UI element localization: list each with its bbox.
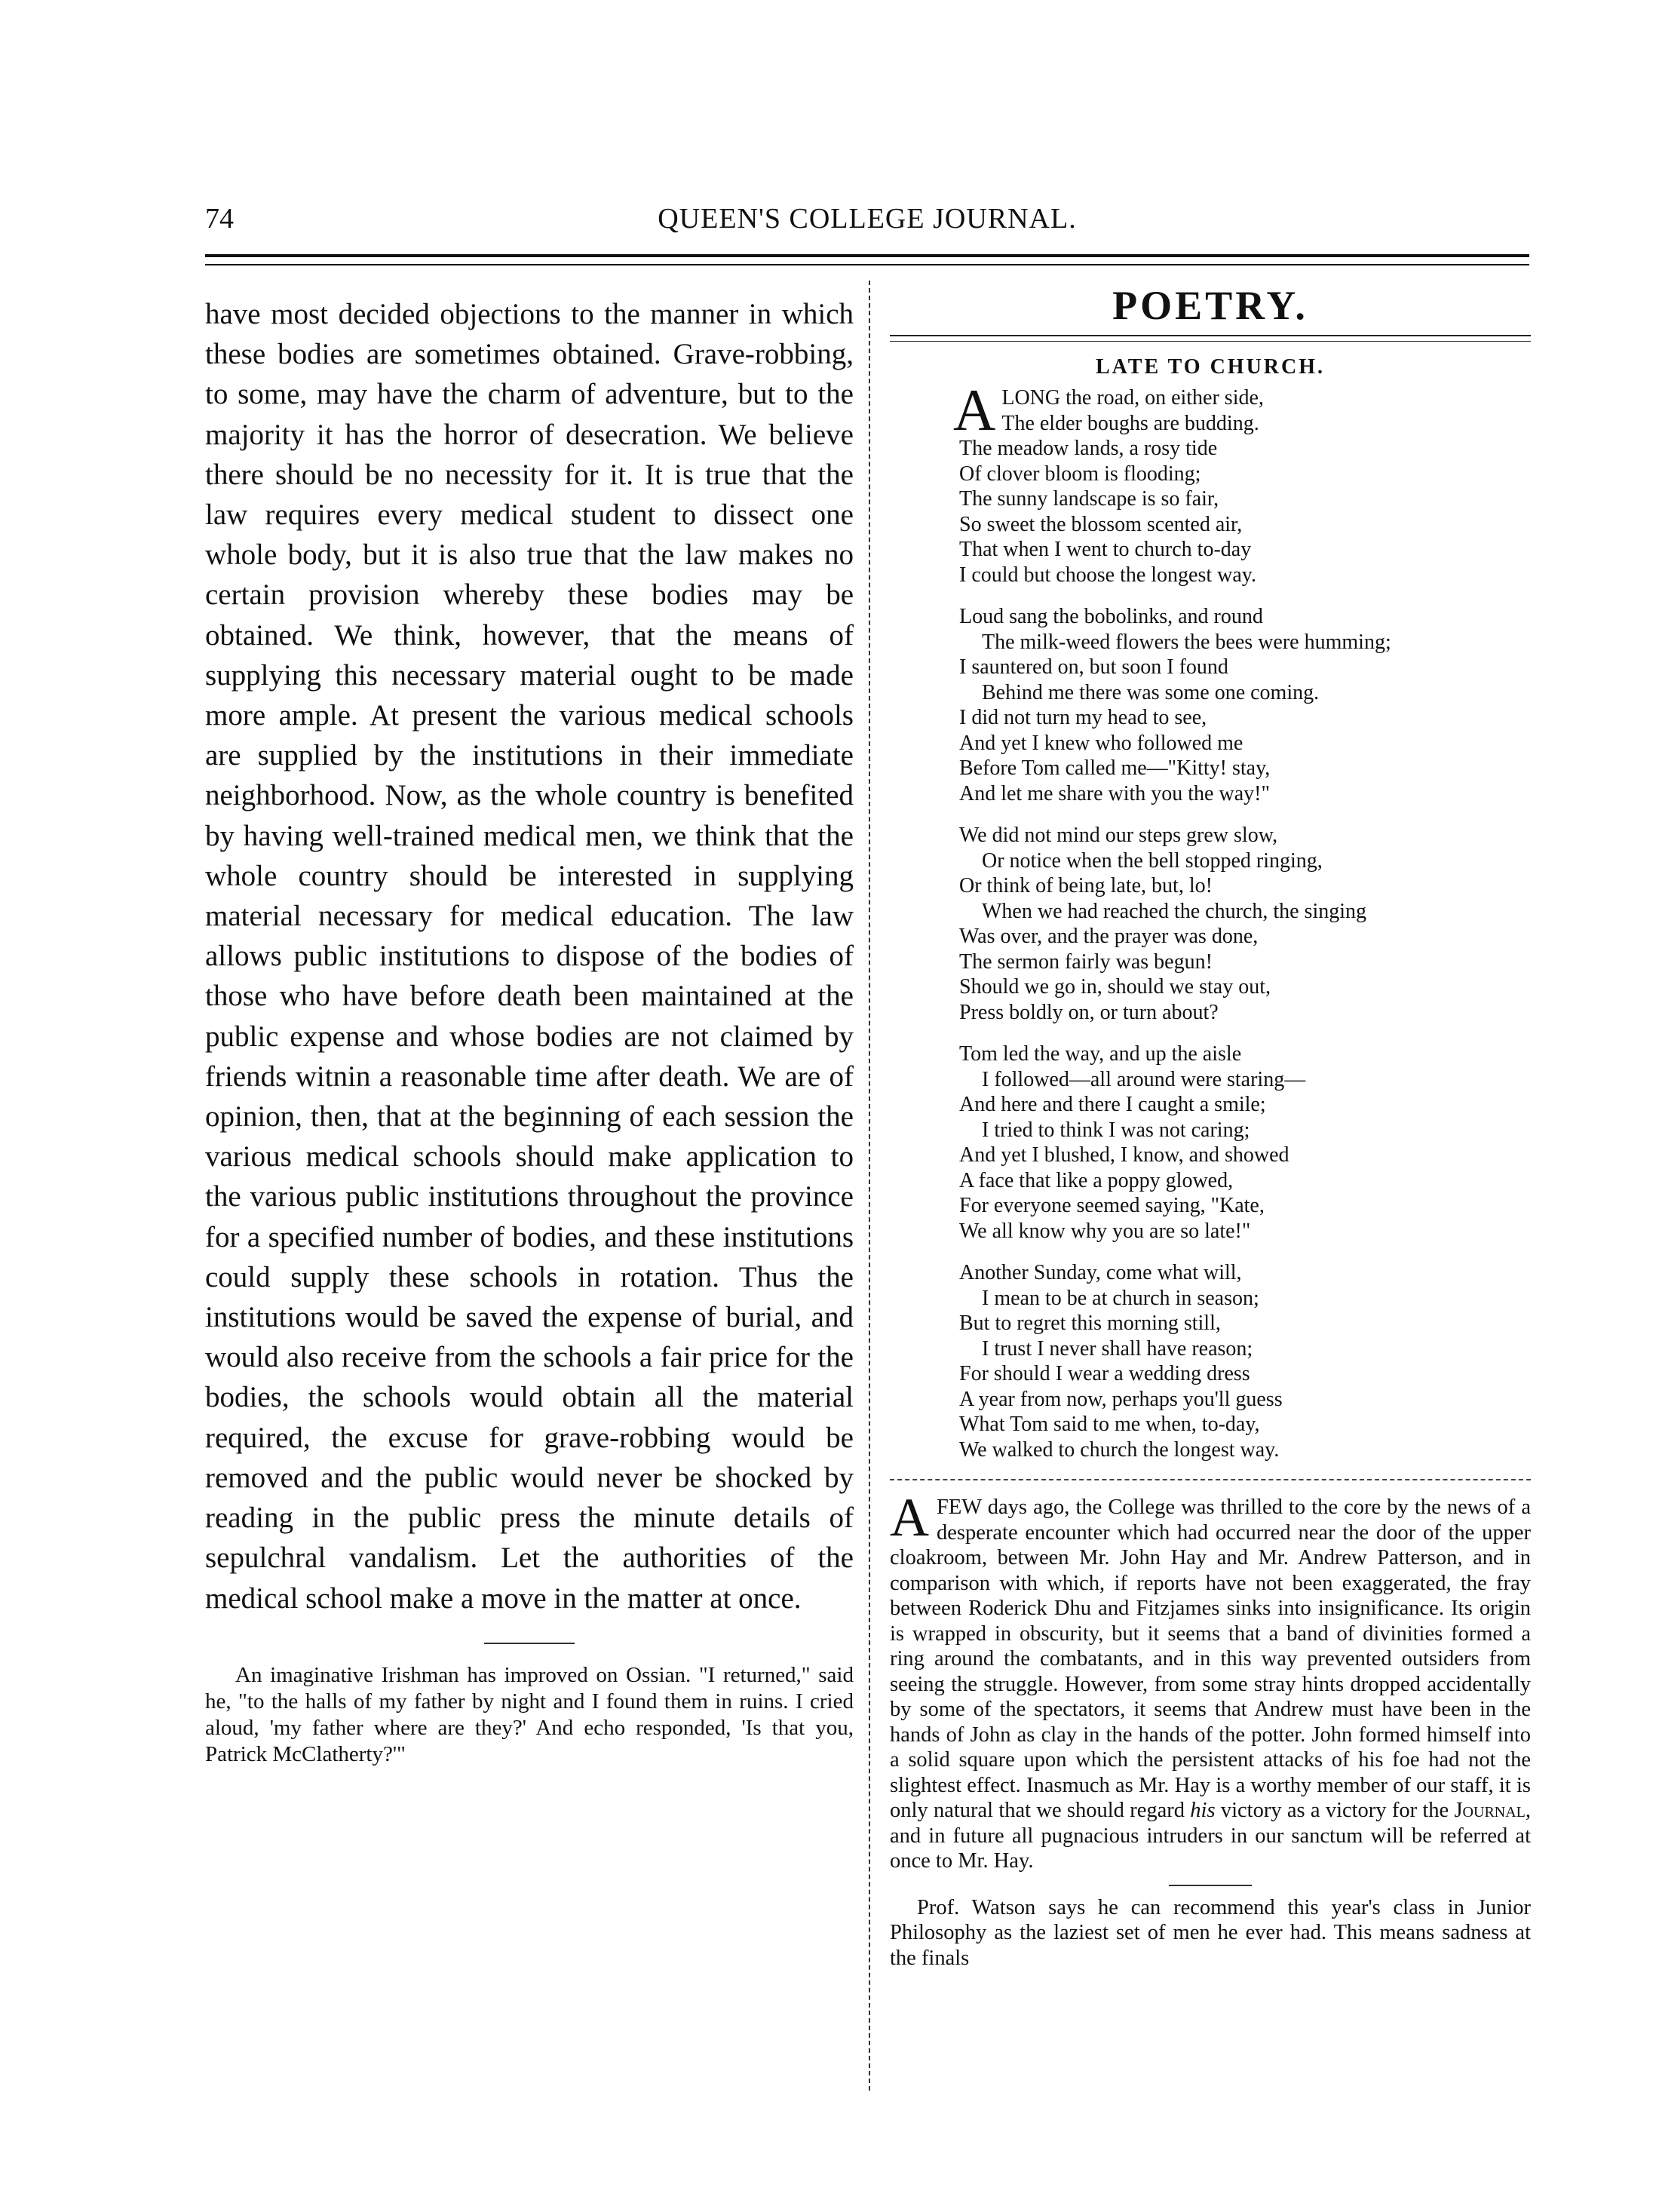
drop-cap: A	[890, 1487, 929, 1548]
poem-line: Should we go in, should we stay out,	[959, 975, 1271, 999]
journal-title: QUEEN'S COLLEGE JOURNAL.	[658, 203, 1077, 235]
poem-line: So sweet the blossom scented air,	[959, 512, 1243, 536]
page-header	[205, 202, 1529, 247]
anecdote-paragraph: An imaginative Irishman has improved on Ossian. "I returned," said he, "to the halls of my father by night and I found them in ruins. I cried aloud, 'my father where are they?' And echo responded, 'Is that you, Patrick McClatherty?'"	[205, 1662, 854, 1766]
drop-cap: A	[953, 377, 996, 443]
poem-line: Before Tom called me—"Kitty! stay,	[959, 756, 1271, 780]
poem-line: Or think of being late, but, lo!	[959, 874, 1213, 897]
poem-line: The meadow lands, a rosy tide	[959, 437, 1218, 460]
right-column	[890, 281, 1531, 1971]
encounter-text: FEW days ago, the College was thrilled to the core by the news of a desperate encounter which had occurred near the door of the upper cloakroom, between Mr. John Hay and Mr. Andrew Patterson, and in comparison with which, if reports have not been exaggerated, the fray between Roderick Dhu and Fitzjames sinks into insignificance. Its origin is wrapped in obscurity, but it seems that a band of divinities formed a ring around the combatants, and in this way prevented outsiders from seeing the struggle. However, from some stray hints dropped accidentally by some of the spectators, it seems that Andrew must have been in the hands of John as clay in the hands of the potter. John formed himself into a solid square upon which the persistent attacks of his foe had not the slightest effect. Inasmuch as Mr. Hay is a worthy member of our staff, it is only natural that we should regard	[890, 1496, 1531, 1822]
poem-line: When we had reached the church, the singing	[982, 899, 1367, 923]
page-number: 74	[205, 203, 234, 235]
poem-line: And here and there I caught a smile;	[959, 1093, 1266, 1116]
poem-line: Was over, and the prayer was done,	[959, 925, 1259, 948]
poetry-heading: POETRY.	[1112, 283, 1308, 328]
poem-line: Of clover bloom is flooding;	[959, 462, 1201, 486]
poem-line: For should I wear a wedding dress	[959, 1362, 1250, 1385]
poem-line: I did not turn my head to see,	[959, 706, 1207, 729]
column-divider	[869, 281, 870, 2091]
poem-line: The elder boughs are budding.	[1001, 411, 1259, 435]
emphasis-his: his	[1190, 1799, 1216, 1822]
poem-line: A year from now, perhaps you'll guess	[959, 1387, 1283, 1411]
section-divider	[1169, 1885, 1252, 1886]
poem-line: What Tom said to me when, to-day,	[959, 1413, 1260, 1436]
poem-line: And let me share with you the way!"	[959, 781, 1270, 805]
editorial-article	[205, 294, 854, 1618]
poem-line: We walked to church the longest way.	[959, 1437, 1280, 1462]
poem-line: The milk-weed flowers the bees were humming;	[982, 630, 1391, 654]
poem-line: I trust I never shall have reason;	[982, 1336, 1253, 1361]
poem-stanza	[959, 823, 1531, 1025]
poem-line: I followed—all around were staring—	[982, 1067, 1306, 1091]
poem-line: Tom led the way, and up the aisle	[959, 1042, 1242, 1066]
poem-line: The sunny landscape is so fair,	[959, 487, 1219, 511]
poem-line: And yet I knew who followed me	[959, 731, 1243, 755]
encounter-text-end: , and in future all pugnacious intruders in our sanctum will be referred at once to Mr. Hay.	[890, 1799, 1532, 1873]
poem-stanza	[959, 1042, 1531, 1244]
poem-line: Behind me there was some one coming.	[982, 680, 1320, 704]
poem-line: Or notice when the bell stopped ringing,	[982, 848, 1323, 873]
poem-line: And yet I blushed, I know, and showed	[959, 1143, 1289, 1167]
left-column	[205, 294, 854, 1768]
header-rule-thick	[205, 254, 1529, 257]
poem-line: We all know why you are so late!"	[959, 1219, 1251, 1243]
poetry-rule	[890, 335, 1531, 336]
poem-line: I mean to be at church in season;	[982, 1286, 1259, 1310]
poem-line: We did not mind our steps grew slow,	[959, 824, 1278, 847]
poem-stanza	[959, 1260, 1531, 1462]
poem-line: But to regret this morning still,	[959, 1312, 1221, 1335]
poem-title: LATE TO CHURCH.	[1095, 355, 1326, 379]
poem-line: For everyone seemed saying, "Kate,	[959, 1194, 1265, 1217]
section-divider	[890, 1479, 1531, 1481]
poem-stanza	[953, 377, 1531, 588]
header-rule-thin	[205, 264, 1529, 265]
poem-stanza	[959, 604, 1531, 806]
poem-line: That when I went to church to-day	[959, 538, 1252, 561]
poem-line: Press boldly on, or turn about?	[959, 1000, 1219, 1024]
irishman-anecdote	[205, 1662, 854, 1768]
poem-line: I sauntered on, but soon I found	[959, 655, 1228, 679]
poem-line: Another Sunday, come what will,	[959, 1261, 1242, 1284]
encounter-article	[890, 1487, 1532, 1874]
poem-line: LONG the road, on either side,	[1001, 386, 1264, 410]
journal-reference: Journal	[1454, 1799, 1526, 1822]
poem-line: The sermon fairly was begun!	[959, 950, 1213, 974]
encounter-text-mid: victory as a victory for the	[1220, 1799, 1449, 1822]
poem-line: Loud sang the bobolinks, and round	[959, 605, 1263, 628]
poem-line: A face that like a poppy glowed,	[959, 1168, 1234, 1192]
watson-note: Prof. Watson says he can recommend this year's class in Junior Philosophy as the laziest set of men he ever had. This means sadness at the finals	[890, 1895, 1531, 1970]
poem	[890, 377, 1531, 1462]
poem-line: I could but choose the longest way.	[959, 563, 1256, 587]
poem-line: I tried to think I was not caring;	[982, 1118, 1250, 1142]
editorial-paragraph: have most decided objections to the manner in which these bodies are sometimes obtained. Grave-robbing, to some, may have the charm of adventure, but to the majority it has the horror of desecration. We believe there should be no necessity for it. It is true that the law requires every medical student to dissect one whole body, but it is also true that the law makes no certain provision whereby these bodies may be obtained. We think, however, that the means of supplying this necessary material ought to be made more ample. At present the various medical schools are supplied by the institutions in their immediate neighborhood. Now, as the whole country is benefited by having well-trained medical men, we think that the whole country should be interested in supplying material necessary for medical education. The law allows public institutions to dispose of the bodies of those who have before death been maintained at the public expense and whose bodies are not claimed by friends witnin a reasonable time after death. We are of opinion, then, that at the beginning of each session the various medical schools should make application to the various public institutions throughout the province for a specified number of bodies, and these institutions could supply these schools in rotation. Thus the institutions would be saved the expense of burial, and would also receive from the schools a fair price for the bodies, the schools would obtain all the material required, the excuse for grave-robbing would be removed and the public would never be shocked by reading in the public press the minute details of sepulchral vandalism. Let the authorities of the medical school make a move in the matter at once.	[205, 298, 854, 1615]
poetry-rule-thin	[890, 341, 1531, 342]
section-divider	[484, 1643, 575, 1644]
